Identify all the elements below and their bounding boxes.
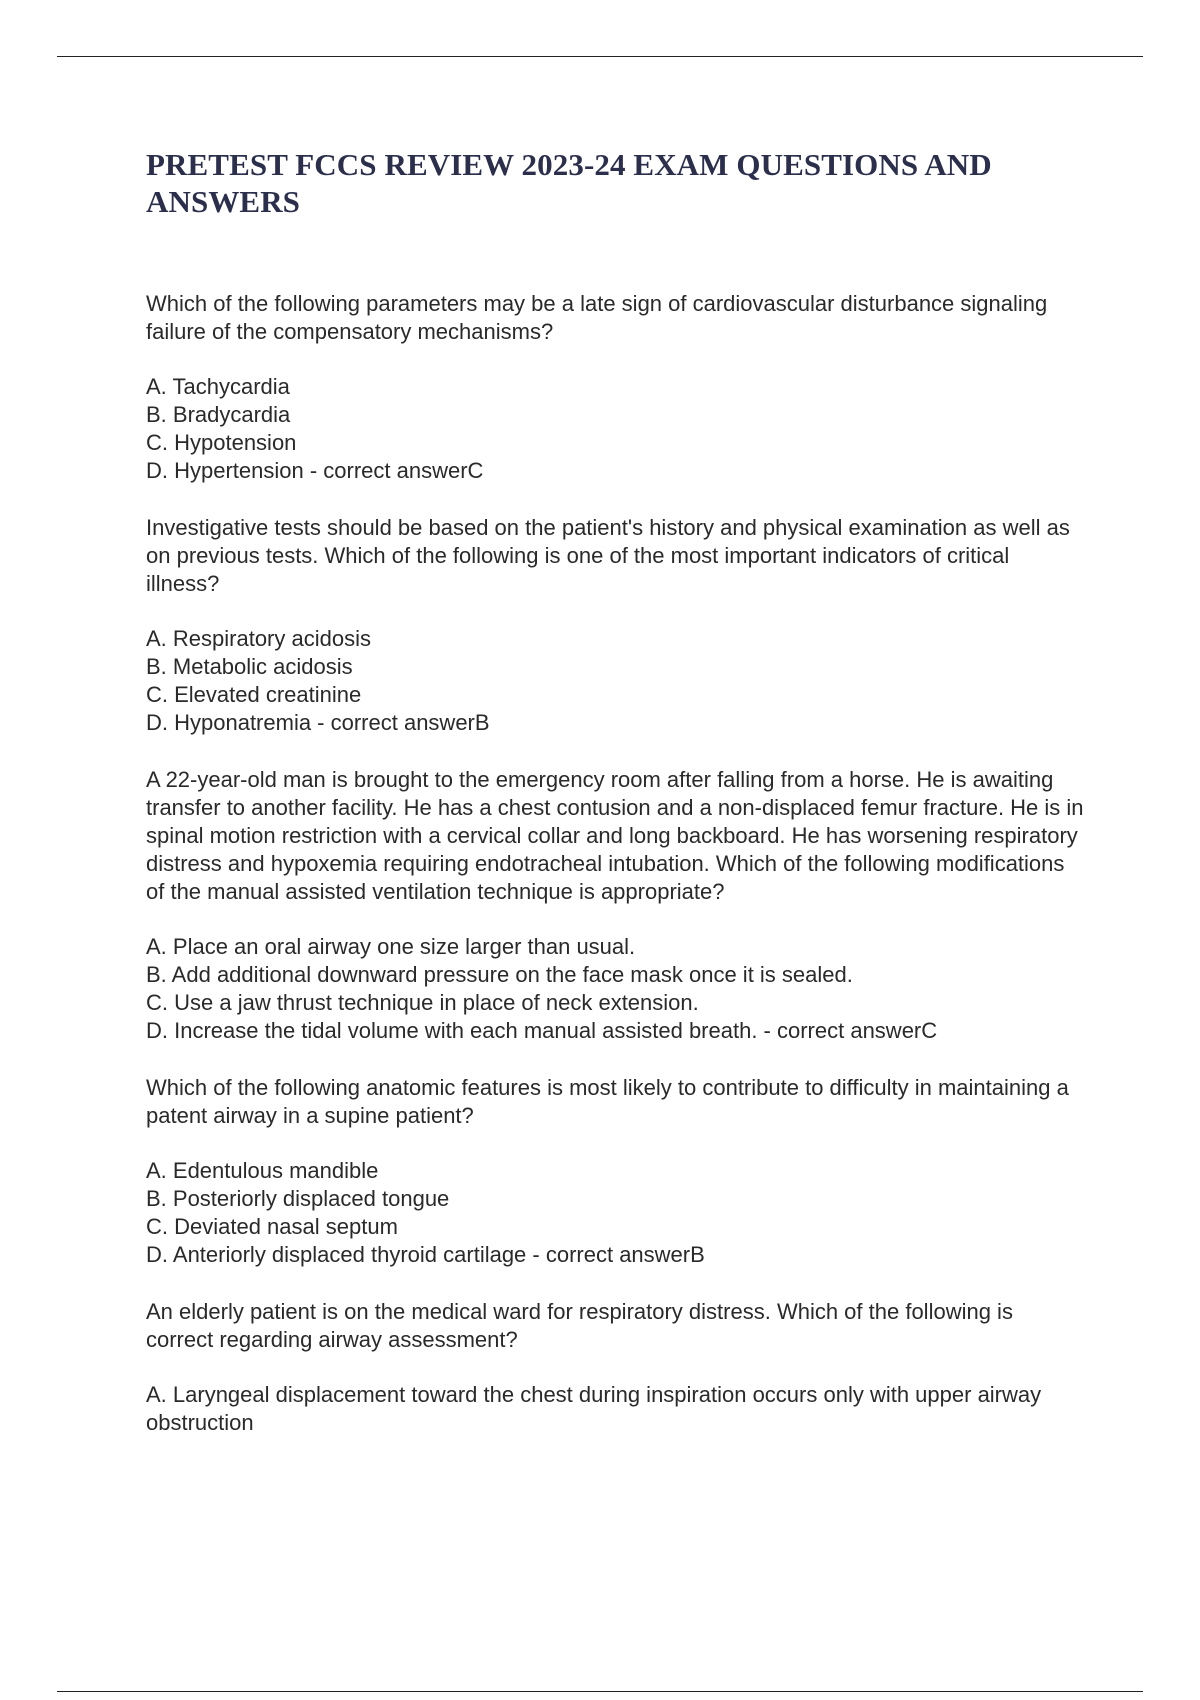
question-block-2 [146,514,1086,737]
bottom-rule [57,1691,1143,1692]
answer-option: B. Add additional downward pressure on the face mask once it is sealed. [146,962,853,987]
answer-option: C. Deviated nasal septum [146,1214,398,1239]
answer-option: B. Metabolic acidosis [146,654,353,679]
question-block-5 [146,1298,1086,1437]
answer-option: D. Anteriorly displaced thyroid cartilage - correct answerB [146,1242,705,1267]
top-rule [57,56,1143,57]
answer-options [146,625,1086,737]
question-block-4 [146,1074,1086,1269]
answer-option: C. Elevated creatinine [146,682,362,707]
answer-options [146,1157,1086,1269]
question-text: Which of the following anatomic features is most likely to contribute to difficulty in maintaining a patent airway in a supine patient? [146,1075,1069,1128]
question-text: A 22-year-old man is brought to the emergency room after falling from a horse. He is awaiting transfer to another facility. He has a chest contusion and a non-displaced femur fracture. He is in spinal motion restriction with a cervical collar and long backboard. He has worsening respiratory distress and hypoxemia requiring endotracheal intubation. Which of the following modifications of the manual assisted ventilation technique is appropriate? [146,767,1084,904]
question-text: Investigative tests should be based on the patient's history and physical examination as well as on previous tests. Which of the following is one of the most important indicators of critical illness? [146,515,1070,596]
answer-option: D. Hyponatremia - correct answerB [146,710,490,735]
answer-options [146,1381,1086,1437]
answer-option: A. Respiratory acidosis [146,626,371,651]
answer-option: A. Laryngeal displacement toward the chest during inspiration occurs only with upper airway obstruction [146,1382,1042,1435]
answer-options [146,933,1086,1045]
answer-option: B. Posteriorly displaced tongue [146,1186,450,1211]
answer-option: C. Use a jaw thrust technique in place of neck extension. [146,990,699,1015]
answer-option: D. Increase the tidal volume with each manual assisted breath. - correct answerC [146,1018,938,1043]
answer-option: A. Edentulous mandible [146,1158,379,1183]
question-block-3 [146,766,1086,1045]
answer-option: B. Bradycardia [146,402,291,427]
question-text: An elderly patient is on the medical ward for respiratory distress. Which of the following is correct regarding airway assessment? [146,1299,1013,1352]
question-block-1 [146,290,1086,485]
answer-option: A. Tachycardia [146,374,290,399]
answer-option: C. Hypotension [146,430,297,455]
document-title: PRETEST FCCS REVIEW 2023-24 EXAM QUESTIONS AND ANSWERS [146,147,992,219]
answer-options [146,373,1086,485]
document-body [146,146,1086,1466]
answer-option: D. Hypertension - correct answerC [146,458,484,483]
answer-option: A. Place an oral airway one size larger than usual. [146,934,636,959]
question-text: Which of the following parameters may be a late sign of cardiovascular disturbance signaling failure of the compensatory mechanisms? [146,291,1048,344]
